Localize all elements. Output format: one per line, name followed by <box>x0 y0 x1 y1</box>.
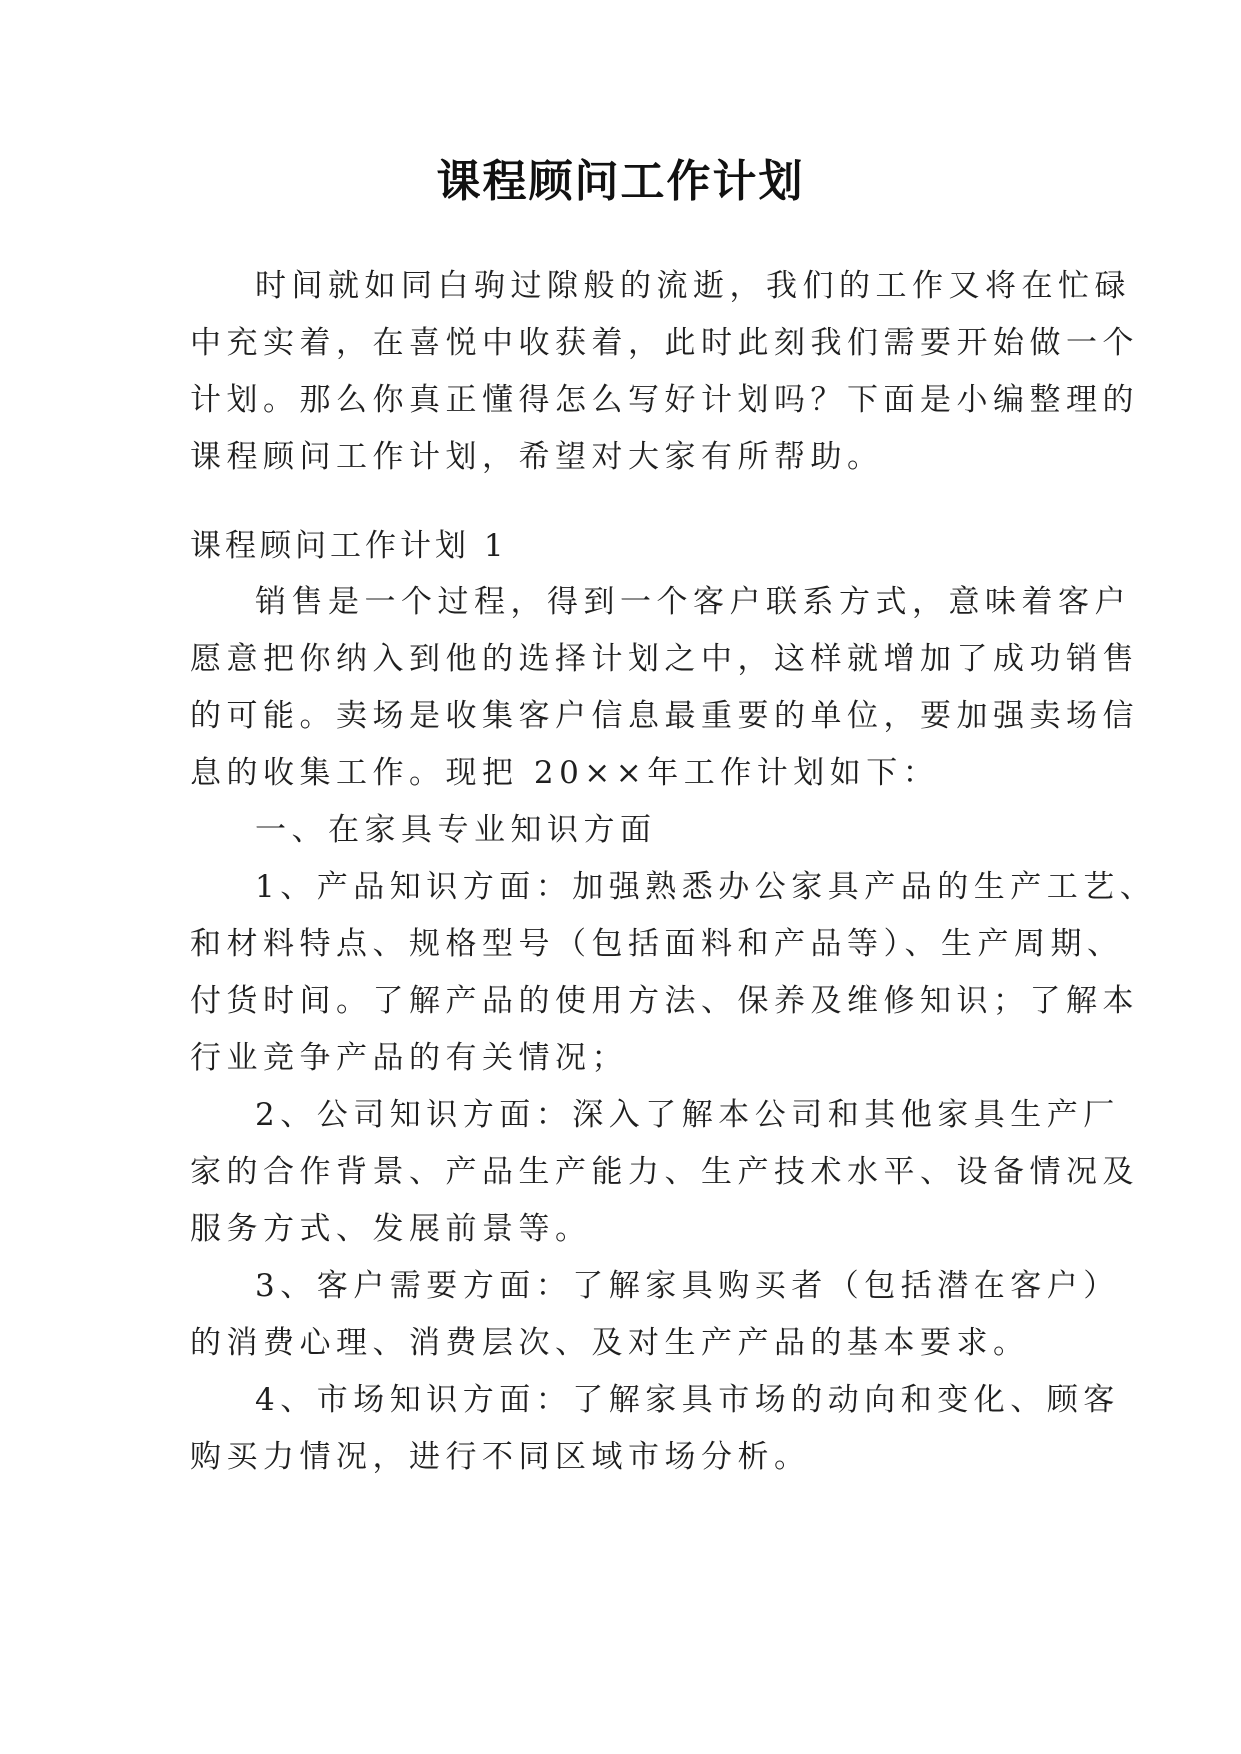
item-4-line-1: 4、市场知识方面：了解家具市场的动向和变化、顾客 <box>255 1382 1120 1418</box>
item-1-line-3: 付货时间。了解产品的使用方法、保养及维修知识；了解本 <box>190 983 1139 1019</box>
intro-line-2: 中充实着，在喜悦中收获着，此时此刻我们需要开始做一个 <box>190 325 1139 361</box>
section-line-3: 的可能。卖场是收集客户信息最重要的单位，要加强卖场信 <box>190 698 1139 734</box>
intro-line-3: 计划。那么你真正懂得怎么写好计划吗？下面是小编整理的 <box>190 382 1139 418</box>
item-1-line-4: 行业竞争产品的有关情况； <box>190 1040 628 1076</box>
section-line-4: 息的收集工作。现把 20××年工作计划如下： <box>190 755 940 791</box>
item-1-line-1: 1、产品知识方面：加强熟悉办公家具产品的生产工艺、 <box>255 869 1157 905</box>
item-1-line-2: 和材料特点、规格型号（包括面料和产品等）、生产周期、 <box>190 926 1124 962</box>
subheading-furniture-knowledge: 一、在家具专业知识方面 <box>255 812 657 848</box>
section-line-1: 销售是一个过程，得到一个客户联系方式，意味着客户 <box>255 584 1131 620</box>
item-2-line-2: 家的合作背景、产品生产能力、生产技术水平、设备情况及 <box>190 1154 1139 1190</box>
item-4-line-2: 购买力情况，进行不同区域市场分析。 <box>190 1439 811 1475</box>
intro-line-4: 课程顾问工作计划，希望对大家有所帮助。 <box>190 439 884 475</box>
section-heading: 课程顾问工作计划 1 <box>190 528 508 564</box>
page-title: 课程顾问工作计划 <box>436 156 805 207</box>
item-3-line-2: 的消费心理、消费层次、及对生产产品的基本要求。 <box>190 1325 1030 1361</box>
item-3-line-1: 3、客户需要方面：了解家具购买者（包括潜在客户） <box>255 1268 1120 1304</box>
section-line-2: 愿意把你纳入到他的选择计划之中，这样就增加了成功销售 <box>190 641 1139 677</box>
item-2-line-1: 2、公司知识方面：深入了解本公司和其他家具生产厂 <box>255 1097 1120 1133</box>
item-2-line-3: 服务方式、发展前景等。 <box>190 1211 592 1247</box>
intro-line-1: 时间就如同白驹过隙般的流逝，我们的工作又将在忙碌 <box>255 268 1131 304</box>
